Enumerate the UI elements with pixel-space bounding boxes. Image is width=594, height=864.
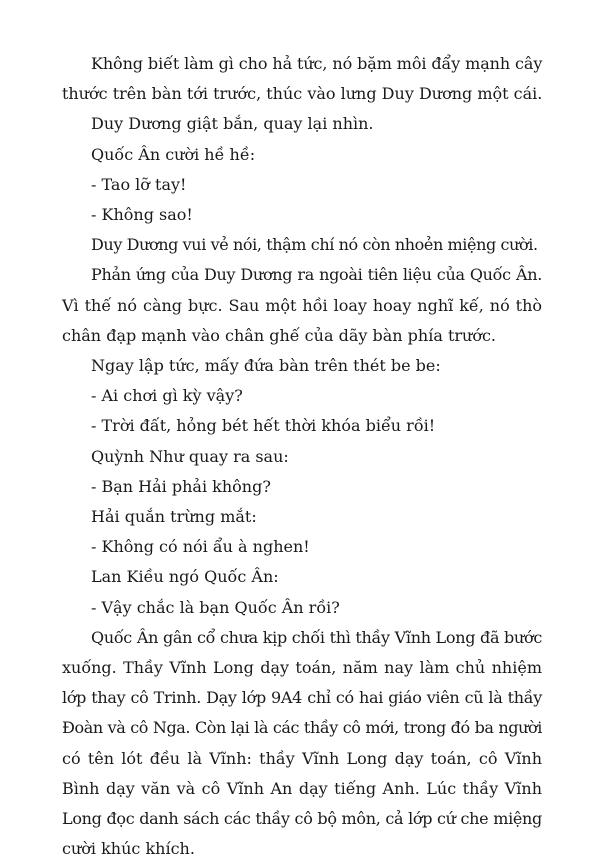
text-line: xuống. Thầy Vĩnh Long dạy toán, năm nay làm chủ nhiệm [62,658,542,678]
paragraph [62,200,542,230]
text-line: - Trời đất, hỏng bét hết thời khóa biểu rồi! [91,416,436,436]
paragraph [62,532,542,562]
paragraph [62,442,542,472]
text-line: Duy Dương vui vẻ nói, thậm chí nó còn nhoẻn miệng cười. [91,235,538,255]
paragraph [62,170,542,200]
text-line: chân đạp mạnh vào chân ghế của dãy bàn phía trước. [62,325,496,345]
paragraph [62,351,542,381]
text-line: lớp thay cô Trinh. Dạy lớp 9A4 chỉ có hai giáo viên cũ là thầy [62,688,542,708]
text-line: Quốc Ân gân cổ chưa kịp chối thì thầy Vĩnh Long đã bước [91,627,542,647]
paragraph [62,381,542,411]
paragraph [62,411,542,441]
text-line: - Bạn Hải phải không? [91,476,271,496]
paragraph [62,502,542,532]
paragraph [62,472,542,502]
text-line: Không biết làm gì cho hả tức, nó bặm môi đẩy mạnh cây [91,54,543,73]
text-line: Hải quắn trừng mắt: [91,507,257,527]
text-line: Vì thế nó càng bực. Sau một hồi loay hoay nghĩ kế, nó thò [62,295,542,315]
text-line: thước trên bàn tới trước, thúc vào lưng Duy Dương một cái. [62,84,543,104]
text-line: Quốc Ân cười hề hề: [91,144,256,164]
text-line: Quỳnh Như quay ra sau: [91,446,289,466]
paragraph [62,562,542,592]
text-line: - Ai chơi gì kỳ vậy? [91,386,243,406]
text-line: Bình dạy văn và cô Vĩnh An dạy tiếng Anh. Lúc thầy Vĩnh [62,778,542,798]
text-line: cười khúc khích. [62,839,195,859]
paragraph [62,260,542,351]
text-line: Lan Kiều ngó Quốc Ân: [91,567,279,587]
paragraph [62,593,542,623]
text-line: - Không sao! [91,205,193,225]
text-line: có tên lót đều là Vĩnh: thầy Vĩnh Long dạy toán, cô Vĩnh [62,748,542,768]
text-line: Đoàn và cô Nga. Còn lại là các thầy cô mới, trong đó ba người [62,718,542,738]
text-line: Phản ứng của Duy Dương ra ngoài tiên liệu của Quốc Ân. [91,265,542,285]
text-line: Duy Dương giật bắn, quay lại nhìn. [91,114,374,134]
text-line: - Vậy chắc là bạn Quốc Ân rồi? [91,597,340,617]
body-text [62,49,542,864]
text-line: Ngay lập tức, mấy đứa bàn trên thét be be: [91,356,441,376]
paragraph [62,140,542,170]
paragraph [62,230,542,260]
text-line: - Tao lỡ tay! [91,174,187,194]
paragraph [62,623,542,864]
text-line: Long đọc danh sách các thầy cô bộ môn, cả lớp cứ che miệng [62,809,542,829]
paragraph [62,109,542,139]
text-line: - Không có nói ẩu à nghen! [91,537,310,557]
paragraph [62,49,542,109]
